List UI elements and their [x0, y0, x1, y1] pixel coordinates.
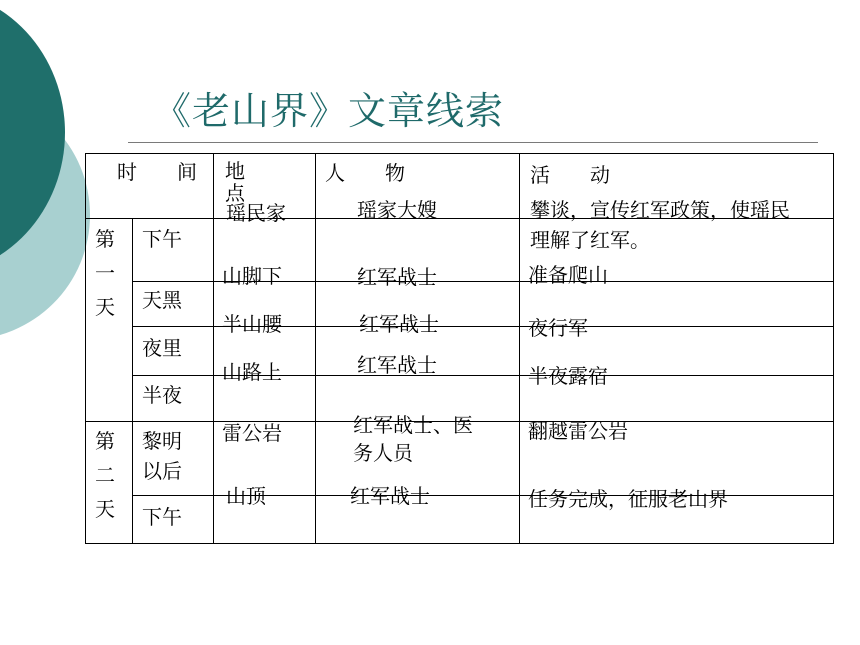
day1-char2: 一: [95, 261, 115, 285]
row5-place: 雷公岩: [222, 421, 282, 445]
row2-activity: 准备爬山: [528, 263, 608, 287]
row5-activity: 翻越雷公岩: [528, 419, 628, 443]
row1-activity-line2: 理解了红军。: [530, 228, 650, 252]
day1-char3: 天: [95, 295, 115, 319]
row2-place: 山脚下: [222, 264, 282, 288]
header-time: 时 间: [117, 160, 197, 184]
row3-place: 半山腰: [222, 312, 282, 336]
row1-place: 瑶民家: [226, 201, 286, 225]
day2-char2: 二: [95, 463, 115, 487]
row5-people: 红军战士、医: [353, 413, 473, 437]
header-people-text: 人 物: [325, 161, 405, 185]
row4-place: 山路上: [222, 360, 282, 384]
row2-time: 天黑: [142, 288, 182, 312]
row6-activity: 任务完成，征服老山界: [528, 487, 728, 511]
day2-char1: 第: [95, 429, 115, 453]
row5-time-line2: 以后: [142, 459, 182, 483]
row1-activity: 攀谈，宣传红军政策，使瑶民: [530, 198, 790, 222]
header-place-text: 地 点: [225, 159, 285, 205]
row4-people: 红军战士: [357, 353, 437, 377]
row1-time: 下午: [142, 227, 182, 251]
row5-time: 黎明: [142, 429, 182, 453]
row2-people: 红军战士: [357, 265, 437, 289]
row3-activity: 夜行军: [528, 316, 588, 340]
day1-char1: 第: [95, 227, 115, 251]
row3-time: 夜里: [142, 336, 182, 360]
day2-char3: 天: [95, 497, 115, 521]
header-place: [225, 159, 285, 205]
row4-time: 半夜: [142, 383, 182, 407]
row5-people-line2: 务人员: [353, 441, 413, 465]
row4-activity: 半夜露宿: [528, 364, 608, 388]
page-title: 《老山界》文章线索: [153, 89, 505, 133]
row3-people: 红军战士: [359, 312, 439, 336]
header-activity-text: 活 动: [530, 163, 610, 187]
row1-people: 瑶家大嫂: [357, 198, 437, 222]
row6-time: 下午: [142, 505, 182, 529]
header-activity: [530, 160, 690, 190]
header-people: [325, 160, 405, 187]
row6-place: 山顶: [226, 484, 266, 508]
row6-people: 红军战士: [350, 484, 430, 508]
